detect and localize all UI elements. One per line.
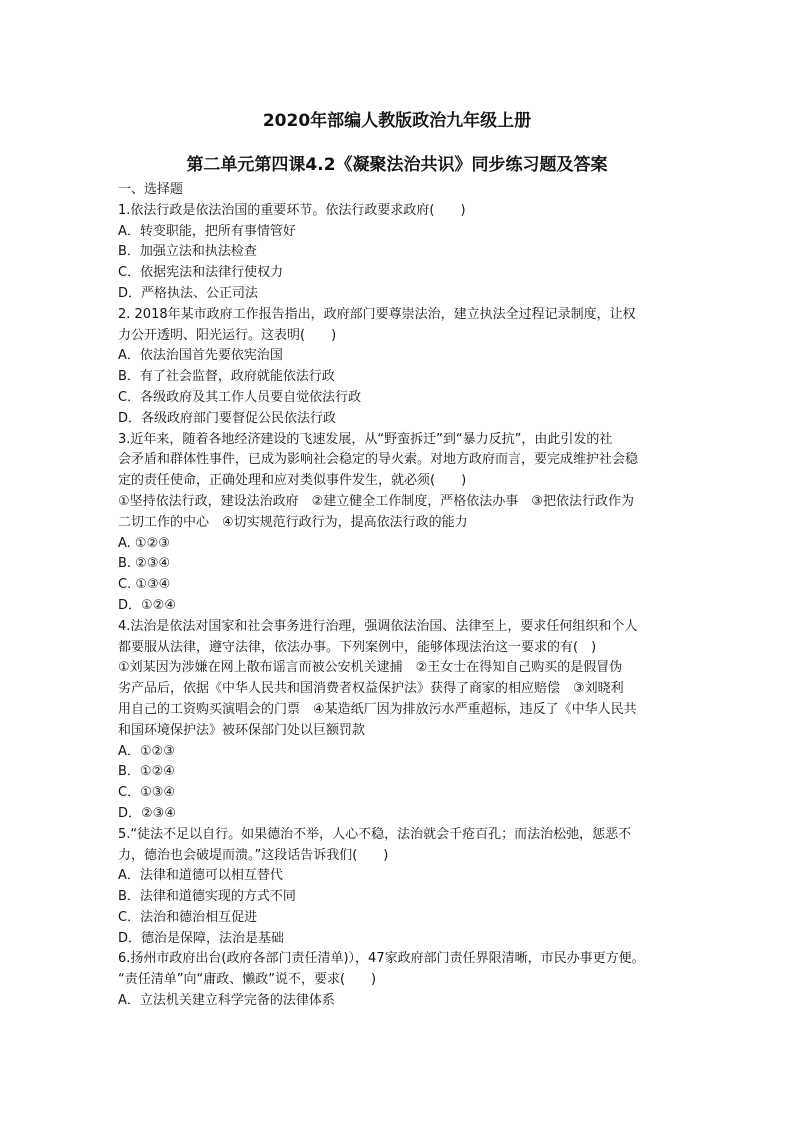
document-title: 2020年部编人教版政治九年级上册 [262, 111, 532, 131]
question-4-stem: 4.法治是依法对国家和社会事务进行治理，强调依法治国、法律至上，要求任何组织和个人 [118, 618, 638, 634]
question-3-stem-cont: 定的责任使命，正确处理和应对类似事件发生，就必须( ) [118, 473, 467, 489]
document-body [118, 180, 683, 1012]
question-1-option-b: B．加强立法和执法检查 [118, 244, 257, 260]
question-1-option-d: D．严格执法、公正司法 [118, 285, 259, 301]
question-1-option-a: A．转变职能，把所有事情管好 [118, 223, 296, 239]
question-6-stem-cont: “责任清单”向“庸政、懒政”说不，要求( ) [118, 972, 377, 988]
question-2-option-a: A．依法治国首先要依宪治国 [118, 348, 283, 364]
question-2-stem-cont: 力公开透明、阳光运行。这表明( ) [118, 327, 337, 343]
question-5-stem-cont: 力，德治也会破堤而溃。”这段话告诉我们( ) [118, 847, 389, 863]
question-2-option-d: D．各级政府部门要督促公民依法行政 [118, 410, 337, 426]
question-1-option-c: C．依据宪法和法律行使权力 [118, 265, 284, 281]
question-4-option-d: D．②③④ [118, 805, 176, 821]
question-6-stem: 6.扬州市政府出台(政府各部门责任清单)），47家政府部门责任界限清晰，市民办事更方便。 [118, 951, 645, 967]
question-2-option-c: C．各级政府及其工作人员要自觉依法行政 [118, 389, 362, 405]
question-4-statements-cont: 劣产品后，依据《中华人民共和国消费者权益保护法》获得了商家的相应赔偿 ③刘晓利 [118, 681, 624, 697]
question-3-option-d: D．①②④ [118, 597, 176, 613]
question-4-option-c: C．①③④ [118, 785, 176, 801]
question-5-option-c: C．法治和德治相互促进 [118, 909, 258, 925]
question-3-statements: ①坚持依法行政，建设法治政府 ②建立健全工作制度，严格依法办事 ③把依法行政作为 [118, 493, 634, 509]
question-4-statements-cont: 和国环境保护法》被环保部门处以巨额罚款 [118, 722, 366, 738]
question-3-stem-cont: 会矛盾和群体性事件，已成为影响社会稳定的导火索。对地方政府而言，要完成维护社会稳 [118, 452, 639, 468]
question-3-option-b: B. ②③④ [118, 556, 171, 572]
question-6-option-a: A．立法机关建立科学完备的法律体系 [118, 993, 335, 1009]
question-5-option-a: A．法律和道德可以相互替代 [118, 868, 283, 884]
question-3-stem: 3.近年来，随着各地经济建设的飞速发展，从“野蛮拆迁”到“暴力反抗”，由此引发的社 [118, 431, 613, 447]
section-heading: 一、选择题 [118, 182, 184, 197]
question-5-stem: 5.“徒法不足以自行。如果德治不举，人心不稳，法治就会千疮百孔；而法治松弛，惩恶不 [118, 826, 632, 842]
question-4-statements: ①刘某因为涉嫌在网上散布谣言而被公安机关逮捕 ②王女士在得知自己购买的是假冒伪 [118, 660, 623, 676]
question-1-stem: 1.依法行政是依法治国的重要环节。依法行政要求政府( ) [118, 202, 466, 218]
question-2-stem: 2. 2018年某市政府工作报告指出，政府部门要尊崇法治，建立执法全过程记录制度，让权 [118, 306, 636, 322]
document-subtitle: 第二单元第四课4.2《凝聚法治共识》同步练习题及答案 [186, 155, 608, 175]
question-4-stem-cont: 都要服从法律，遵守法律，依法办事。下列案例中，能够体现法治这一要求的有( ) [118, 639, 597, 655]
question-4-option-a: A．①②③ [118, 743, 175, 759]
question-3-option-c: C. ①③④ [118, 577, 171, 593]
question-5-option-b: B．法律和道德实现的方式不同 [118, 889, 296, 905]
question-2-option-b: B．有了社会监督，政府就能依法行政 [118, 369, 335, 385]
question-4-option-b: B．①②④ [118, 764, 175, 780]
question-3-option-a: A. ①②③ [118, 535, 170, 551]
question-4-statements-cont: 用自己的工资购买演唱会的门票 ④某造纸厂因为排放污水严重超标，违反了《中华人民共 [118, 701, 637, 717]
question-3-statements-cont: 二切工作的中心 ④切实规范行政行为，提高依法行政的能力 [118, 514, 468, 530]
question-5-option-d: D．德治是保障，法治是基础 [118, 930, 285, 946]
